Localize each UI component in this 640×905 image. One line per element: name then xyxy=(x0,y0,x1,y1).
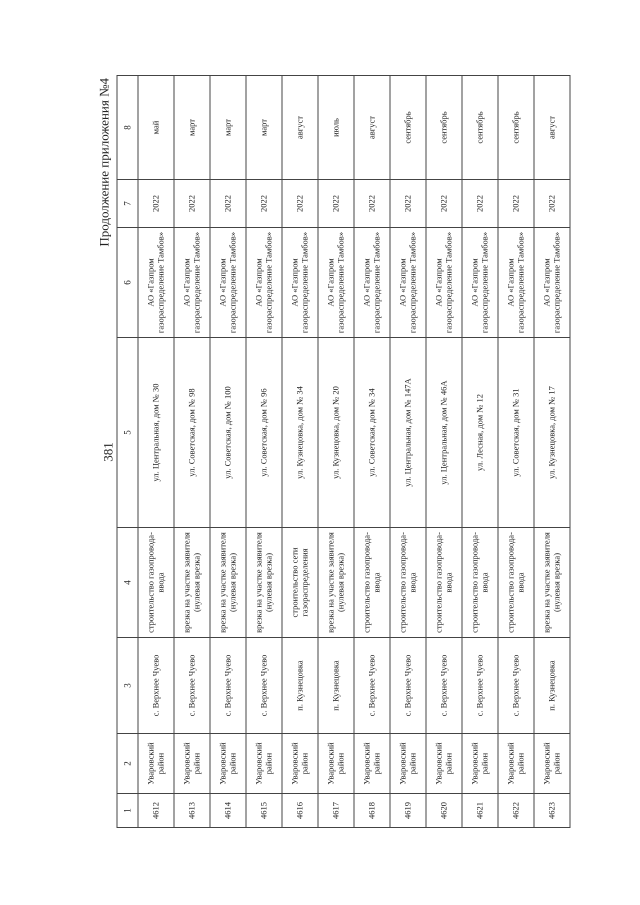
rotated-page xyxy=(93,72,561,832)
district-cell: Уваровский район xyxy=(390,734,426,794)
address-cell: ул. Кузнецовка, дом № 17 xyxy=(534,338,570,528)
month-cell: август xyxy=(282,76,318,180)
month-cell: сентябрь xyxy=(498,76,534,180)
settlement-cell: п. Кузнецовка xyxy=(282,638,318,734)
district-cell: Уваровский район xyxy=(462,734,498,794)
settlement-cell: с. Верхнее Чуево xyxy=(426,638,462,734)
settlement-cell: п. Кузнецовка xyxy=(318,638,354,734)
column-header: 3 xyxy=(117,638,138,734)
month-cell: август xyxy=(354,76,390,180)
work-type-cell: врезка на участке заявителя (нулевая врезка) xyxy=(174,528,210,638)
table-row xyxy=(282,76,318,828)
column-header: 6 xyxy=(117,228,138,338)
address-cell: ул. Кузнецовка, дом № 34 xyxy=(282,338,318,528)
district-cell: Уваровский район xyxy=(282,734,318,794)
settlement-cell: п. Кузнецовка xyxy=(534,638,570,734)
month-cell: май xyxy=(138,76,174,180)
year-cell: 2022 xyxy=(282,180,318,228)
address-cell: ул. Кузнецовка, дом № 20 xyxy=(318,338,354,528)
address-cell: ул. Советская, дом № 96 xyxy=(246,338,282,528)
table-row xyxy=(210,76,246,828)
table-row xyxy=(354,76,390,828)
row-number-cell: 4615 xyxy=(246,794,282,828)
table-row xyxy=(246,76,282,828)
year-cell: 2022 xyxy=(390,180,426,228)
column-header: 5 xyxy=(117,338,138,528)
settlement-cell: с. Верхнее Чуево xyxy=(390,638,426,734)
district-cell: Уваровский район xyxy=(534,734,570,794)
work-type-cell: врезка на участке заявителя (нулевая врезка) xyxy=(210,528,246,638)
table-row xyxy=(138,76,174,828)
column-header: 2 xyxy=(117,734,138,794)
year-cell: 2022 xyxy=(462,180,498,228)
month-cell: март xyxy=(174,76,210,180)
organization-cell: АО «Газпром газораспределение Тамбов» xyxy=(390,228,426,338)
organization-cell: АО «Газпром газораспределение Тамбов» xyxy=(246,228,282,338)
month-cell: сентябрь xyxy=(462,76,498,180)
district-cell: Уваровский район xyxy=(210,734,246,794)
column-header: 7 xyxy=(117,180,138,228)
year-cell: 2022 xyxy=(174,180,210,228)
address-cell: ул. Советская, дом № 34 xyxy=(354,338,390,528)
table-row xyxy=(174,76,210,828)
table-body xyxy=(117,76,570,828)
organization-cell: АО «Газпром газораспределение Тамбов» xyxy=(318,228,354,338)
work-type-cell: врезка на участке заявителя (нулевая врезка) xyxy=(246,528,282,638)
district-cell: Уваровский район xyxy=(246,734,282,794)
work-type-cell: строительство газопровода-ввода xyxy=(462,528,498,638)
organization-cell: АО «Газпром газораспределение Тамбов» xyxy=(498,228,534,338)
address-cell: ул. Советская, дом № 98 xyxy=(174,338,210,528)
row-number-cell: 4617 xyxy=(318,794,354,828)
settlement-cell: с. Верхнее Чуево xyxy=(354,638,390,734)
row-number-cell: 4623 xyxy=(534,794,570,828)
work-type-cell: строительство газопровода-ввода xyxy=(426,528,462,638)
organization-cell: АО «Газпром газораспределение Тамбов» xyxy=(534,228,570,338)
work-type-cell: строительство газопровода-ввода xyxy=(354,528,390,638)
month-cell: март xyxy=(210,76,246,180)
year-cell: 2022 xyxy=(498,180,534,228)
column-header: 8 xyxy=(117,76,138,180)
organization-cell: АО «Газпром газораспределение Тамбов» xyxy=(138,228,174,338)
settlement-cell: с. Верхнее Чуево xyxy=(462,638,498,734)
page-number: 381 xyxy=(100,442,116,462)
row-number-cell: 4618 xyxy=(354,794,390,828)
row-number-cell: 4616 xyxy=(282,794,318,828)
address-cell: ул. Центральная, дом № 46А xyxy=(426,338,462,528)
settlement-cell: с. Верхнее Чуево xyxy=(498,638,534,734)
organization-cell: АО «Газпром газораспределение Тамбов» xyxy=(210,228,246,338)
work-type-cell: строительство газопровода-ввода xyxy=(138,528,174,638)
row-number-cell: 4612 xyxy=(138,794,174,828)
month-cell: август xyxy=(534,76,570,180)
work-type-cell: строительство газопровода-ввода xyxy=(498,528,534,638)
table-row xyxy=(498,76,534,828)
month-cell: март xyxy=(246,76,282,180)
row-number-cell: 4614 xyxy=(210,794,246,828)
row-number-cell: 4621 xyxy=(462,794,498,828)
district-cell: Уваровский район xyxy=(318,734,354,794)
year-cell: 2022 xyxy=(534,180,570,228)
year-cell: 2022 xyxy=(246,180,282,228)
table-row xyxy=(462,76,498,828)
column-header: 1 xyxy=(117,794,138,828)
district-cell: Уваровский район xyxy=(138,734,174,794)
table-row xyxy=(390,76,426,828)
district-cell: Уваровский район xyxy=(498,734,534,794)
settlement-cell: с. Верхнее Чуево xyxy=(174,638,210,734)
row-number-cell: 4620 xyxy=(426,794,462,828)
settlement-cell: с. Верхнее Чуево xyxy=(138,638,174,734)
row-number-cell: 4622 xyxy=(498,794,534,828)
organization-cell: АО «Газпром газораспределение Тамбов» xyxy=(174,228,210,338)
district-cell: Уваровский район xyxy=(426,734,462,794)
district-cell: Уваровский район xyxy=(354,734,390,794)
year-cell: 2022 xyxy=(426,180,462,228)
district-cell: Уваровский район xyxy=(174,734,210,794)
work-type-cell: врезка на участке заявителя (нулевая врезка) xyxy=(534,528,570,638)
header-row xyxy=(117,76,138,828)
month-cell: сентябрь xyxy=(390,76,426,180)
year-cell: 2022 xyxy=(318,180,354,228)
table-row xyxy=(318,76,354,828)
year-cell: 2022 xyxy=(354,180,390,228)
year-cell: 2022 xyxy=(210,180,246,228)
address-cell: ул. Советская, дом № 100 xyxy=(210,338,246,528)
continuation-label: Продолжение приложения №4 xyxy=(96,78,112,247)
organization-cell: АО «Газпром газораспределение Тамбов» xyxy=(462,228,498,338)
work-type-cell: строительство сети газораспределения xyxy=(282,528,318,638)
settlement-cell: с. Верхнее Чуево xyxy=(210,638,246,734)
settlement-cell: с. Верхнее Чуево xyxy=(246,638,282,734)
month-cell: июль xyxy=(318,76,354,180)
table-row xyxy=(426,76,462,828)
work-type-cell: строительство газопровода-ввода xyxy=(390,528,426,638)
row-number-cell: 4619 xyxy=(390,794,426,828)
address-cell: ул. Центральная, дом № 30 xyxy=(138,338,174,528)
table-row xyxy=(534,76,570,828)
address-cell: ул. Центральная, дом № 147А xyxy=(390,338,426,528)
month-cell: сентябрь xyxy=(426,76,462,180)
address-cell: ул. Лесная, дом № 12 xyxy=(462,338,498,528)
organization-cell: АО «Газпром газораспределение Тамбов» xyxy=(354,228,390,338)
register-table xyxy=(117,75,571,828)
organization-cell: АО «Газпром газораспределение Тамбов» xyxy=(282,228,318,338)
column-header: 4 xyxy=(117,528,138,638)
row-number-cell: 4613 xyxy=(174,794,210,828)
work-type-cell: врезка на участке заявителя (нулевая врезка) xyxy=(318,528,354,638)
year-cell: 2022 xyxy=(138,180,174,228)
organization-cell: АО «Газпром газораспределение Тамбов» xyxy=(426,228,462,338)
address-cell: ул. Советская, дом № 31 xyxy=(498,338,534,528)
